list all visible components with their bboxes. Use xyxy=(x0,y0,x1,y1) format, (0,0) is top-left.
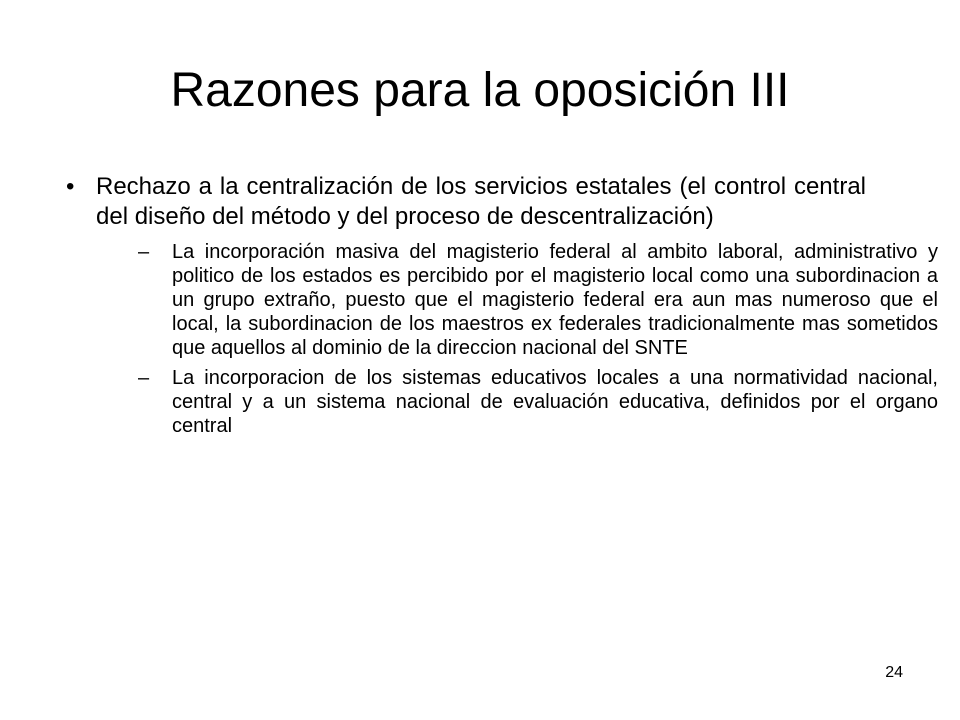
bullet-list xyxy=(66,172,938,444)
bullet-item xyxy=(66,172,938,438)
sub-bullet-item xyxy=(138,240,938,360)
bullet-text: Rechazo a la centralización de los servicios estatales (el control central del diseño del método y del proceso de descentralización) xyxy=(96,173,866,230)
sub-bullet-list xyxy=(138,240,938,438)
sub-bullet-text: La incorporacion de los sistemas educativos locales a una normatividad nacional, central y a un sistema nacional de evaluación educativa, definidos por el organo central xyxy=(172,367,938,437)
sub-bullet-item xyxy=(138,366,938,438)
slide-number: 24 xyxy=(885,664,903,681)
slide-title: Razones para la oposición III xyxy=(170,64,790,117)
dash-marker: – xyxy=(138,367,150,389)
sub-bullet-text: La incorporación masiva del magisterio federal al ambito laboral, administrativo y politico de los estados es percibido por el magisterio local como una subordinacion a un grupo extraño, puesto que el magisterio federal era aun mas numeroso que el local, la subordinacion de los maestros ex federales tradicionalmente mas sometidos que aquellos al dominio de la direccion nacional del SNTE xyxy=(172,241,938,359)
bullet-marker: • xyxy=(66,173,75,200)
dash-marker: – xyxy=(138,241,150,263)
